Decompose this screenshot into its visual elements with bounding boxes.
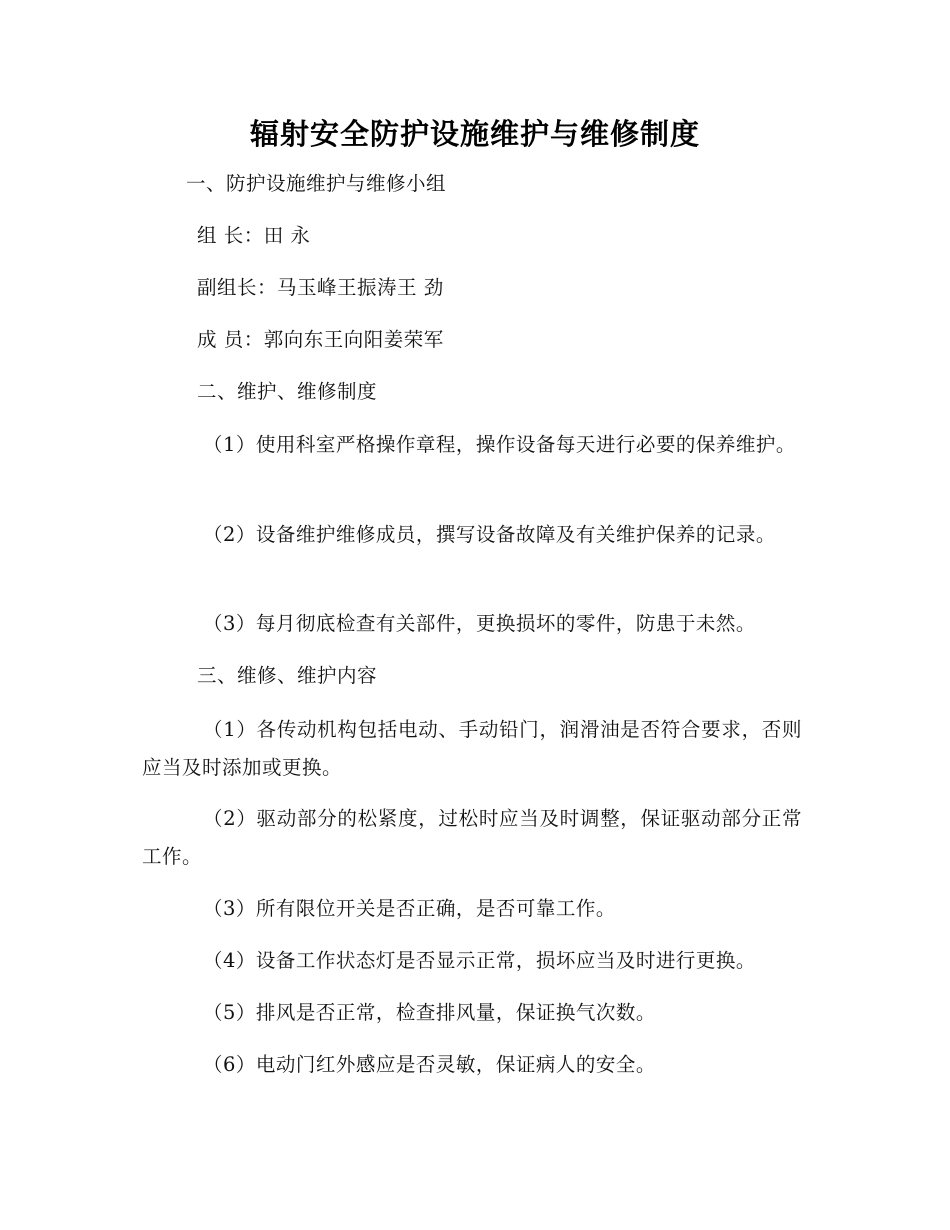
section3-heading: 三、维修、维护内容 bbox=[197, 664, 378, 687]
deputy-leaders-line: 副组长：马玉峰王振涛王 劲 bbox=[197, 276, 444, 299]
section3-item-3: （3）所有限位开关是否正确，是否可靠工作。 bbox=[203, 897, 616, 920]
section1-heading: 一、防护设施维护与维修小组 bbox=[186, 172, 447, 195]
section3-item-5: （5）排风是否正常，检查排风量，保证换气次数。 bbox=[203, 1001, 656, 1024]
section3-item-4: （4）设备工作状态灯是否显示正常，损坏应当及时进行更换。 bbox=[203, 949, 756, 972]
section3-item-2: （2）驱动部分的松紧度，过松时应当及时调整，保证驱动部分正常工作。 bbox=[142, 807, 802, 868]
members-line: 成 员：郭向东王向阳姜荣军 bbox=[197, 328, 444, 351]
section2-item-2: （2）设备维护维修成员，撰写设备故障及有关维护保养的记录。 bbox=[203, 523, 776, 546]
section2-item-1: （1）使用科室严格操作章程，操作设备每天进行必要的保养维护。 bbox=[203, 433, 796, 456]
leader-line: 组 长：田 永 bbox=[197, 224, 311, 247]
section3-item-6: （6）电动门红外感应是否灵敏，保证病人的安全。 bbox=[203, 1053, 656, 1076]
section2-heading: 二、维护、维修制度 bbox=[197, 380, 378, 403]
document-title: 辐射安全防护设施维护与维修制度 bbox=[249, 117, 700, 151]
section3-item-1: （1）各传动机构包括电动、手动铅门，润滑油是否符合要求，否则应当及时添加或更换。 bbox=[142, 718, 802, 779]
section2-item-3: （3）每月彻底检查有关部件，更换损坏的零件，防患于未然。 bbox=[203, 612, 756, 635]
